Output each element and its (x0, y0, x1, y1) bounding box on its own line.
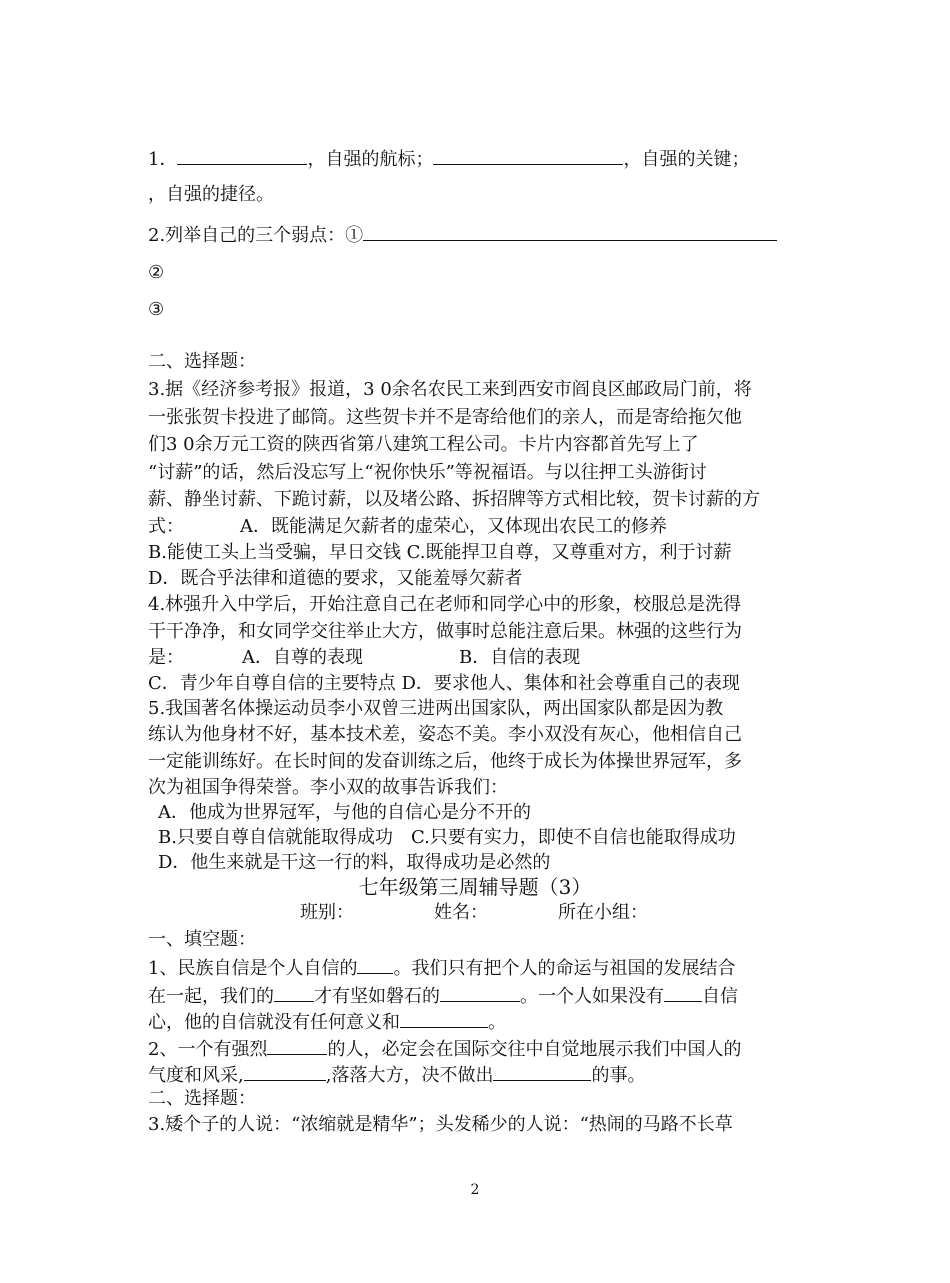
question-3b-line: 3.矮个子的人说：“浓缩就是精华”；头发稀少的人说：“热闹的马路不长草 (148, 1114, 733, 1135)
question-3-option-d[interactable]: D．既合乎法律和道德的要求，又能羞辱欠薪者 (148, 568, 523, 589)
answer-blank[interactable] (400, 1009, 488, 1028)
question-text: 气度和风采, (148, 1065, 244, 1086)
option-a[interactable]: A．自尊的表现 (242, 647, 363, 668)
question-3-line: 们3 0余万元工资的陕西省第八建筑工程公司。卡片内容都首先写上了 (148, 434, 699, 455)
fill-1-line-2 (148, 983, 808, 1009)
student-info-line (300, 901, 700, 925)
answer-blank[interactable] (493, 1062, 591, 1081)
question-text: 自信 (702, 986, 738, 1007)
question-text: 2、一个有强烈 (148, 1039, 268, 1060)
question-4-options-cd[interactable]: C．青少年自尊自信的主要特点 D．要求他人、集体和社会尊重自己的表现 (148, 673, 740, 694)
name-label: 姓名： (434, 902, 488, 923)
page-number: 2 (470, 1182, 480, 1198)
question-text: 式： (148, 516, 184, 537)
section-heading: 一、填空题： (148, 929, 256, 950)
answer-blank[interactable] (244, 1062, 326, 1081)
question-3-options-a (148, 515, 808, 539)
question-text: 。一个人如果没有 (520, 986, 664, 1007)
question-3-line: 一张张贺卡投进了邮筒。这些贺卡并不是寄给他们的亲人，而是寄给拖欠他 (148, 407, 742, 428)
question-number: 1． (148, 149, 178, 170)
question-text: 。我们只有把个人的命运与祖国的发展结合 (393, 958, 736, 979)
question-text: ，自强的关键； (623, 149, 750, 170)
question-5-line: 一定能训练好。在长时间的发奋训练之后，他终于成长为体操世界冠军，多 (148, 751, 742, 772)
question-text: ，自强的航标； (307, 149, 434, 170)
question-text: 1、民族自信是个人自信的 (148, 958, 358, 979)
fill-2-line-2 (148, 1062, 808, 1088)
question-text: ,落落大方，决不做出 (325, 1065, 494, 1086)
section-heading: 二、选择题： (148, 1088, 256, 1109)
answer-blank[interactable] (357, 955, 393, 974)
question-3-line: 薪、静坐讨薪、下跪讨薪，以及堵公路、拆招牌等方式相比较，贺卡讨薪的方 (148, 489, 760, 510)
question-5-line: 次为祖国争得荣誉。李小双的故事告诉我们： (148, 777, 508, 798)
fill-1-line-1 (148, 955, 808, 981)
weakness-3-marker (148, 298, 808, 322)
question-text: 是： (148, 647, 184, 668)
question-4-options-ab (148, 646, 808, 670)
answer-blank[interactable] (363, 222, 777, 241)
question-3-options-bc[interactable]: B.能使工头上当受骗，早日交钱 C.既能捍卫自尊，又尊重对方，利于讨薪 (148, 542, 732, 563)
question-text: 。 (488, 1012, 506, 1033)
question-3-line: 3.据《经济参考报》报道，3 0余名农民工来到西安市阎良区邮政局门前，将 (148, 379, 752, 400)
question-5-line: 练认为他身材不好，基本技术差，姿态不美。李小双没有灰心，他相信自己 (148, 724, 742, 745)
question-5-option-a[interactable]: A．他成为世界冠军，与他的自信心是分不开的 (158, 802, 531, 823)
question-5-options-bc[interactable]: B.只要自尊自信就能取得成功 C.只要有实力，即使不自信也能取得成功 (158, 827, 736, 848)
question-5-line: 5.我国著名体操运动员李小双曾三进两出国家队，两出国家队都是因为教 (148, 698, 724, 719)
question-3-line: “讨薪”的话，然后没忘写上“祝你快乐”等祝福语。与以往押工头游街讨 (148, 462, 707, 483)
circled-number: ② (148, 262, 165, 283)
answer-blank[interactable] (177, 146, 307, 165)
worksheet-title: 七年级第三周辅导题（3） (358, 875, 592, 899)
question-text: 的事。 (591, 1065, 646, 1086)
option-b[interactable]: B．自信的表现 (459, 647, 581, 668)
fill-2-line-1 (148, 1036, 808, 1062)
question-text: 才有坚如磐石的 (314, 986, 440, 1007)
answer-blank[interactable] (267, 1036, 327, 1055)
section-heading: 二、选择题： (148, 351, 256, 372)
question-2-line (148, 222, 808, 248)
weakness-2-marker (148, 261, 808, 285)
question-text: 心，他的自信就没有任何意义和 (148, 1012, 400, 1033)
question-4-line: 干干净净，和女同学交往举止大方，做事时总能注意后果。林强的这些行为 (148, 621, 742, 642)
answer-blank[interactable] (274, 983, 314, 1002)
question-1-line-2 (148, 183, 808, 207)
question-5-option-d[interactable]: D．他生来就是干这一行的料，取得成功是必然的 (158, 852, 551, 873)
question-text: 2.列举自己的三个弱点：① (148, 225, 364, 246)
fill-1-line-3 (148, 1009, 808, 1035)
circled-number: ③ (148, 299, 165, 320)
option-a[interactable]: A．既能满足欠薪者的虚荣心，又体现出农民工的修养 (240, 516, 667, 537)
question-text: 的人，必定会在国际交往中自觉地展示我们中国人的 (327, 1039, 742, 1060)
question-1-line-1 (148, 146, 808, 172)
question-text: ，自强的捷径。 (148, 184, 274, 205)
question-text: 在一起，我们的 (148, 986, 274, 1007)
answer-blank[interactable] (440, 983, 520, 1002)
class-label: 班别： (300, 902, 354, 923)
answer-blank[interactable] (433, 146, 623, 165)
group-label: 所在小组： (558, 902, 648, 923)
answer-blank[interactable] (664, 983, 702, 1002)
question-4-line: 4.林强升入中学后，开始注意自己在老师和同学心中的形象，校服总是洗得 (148, 594, 742, 615)
